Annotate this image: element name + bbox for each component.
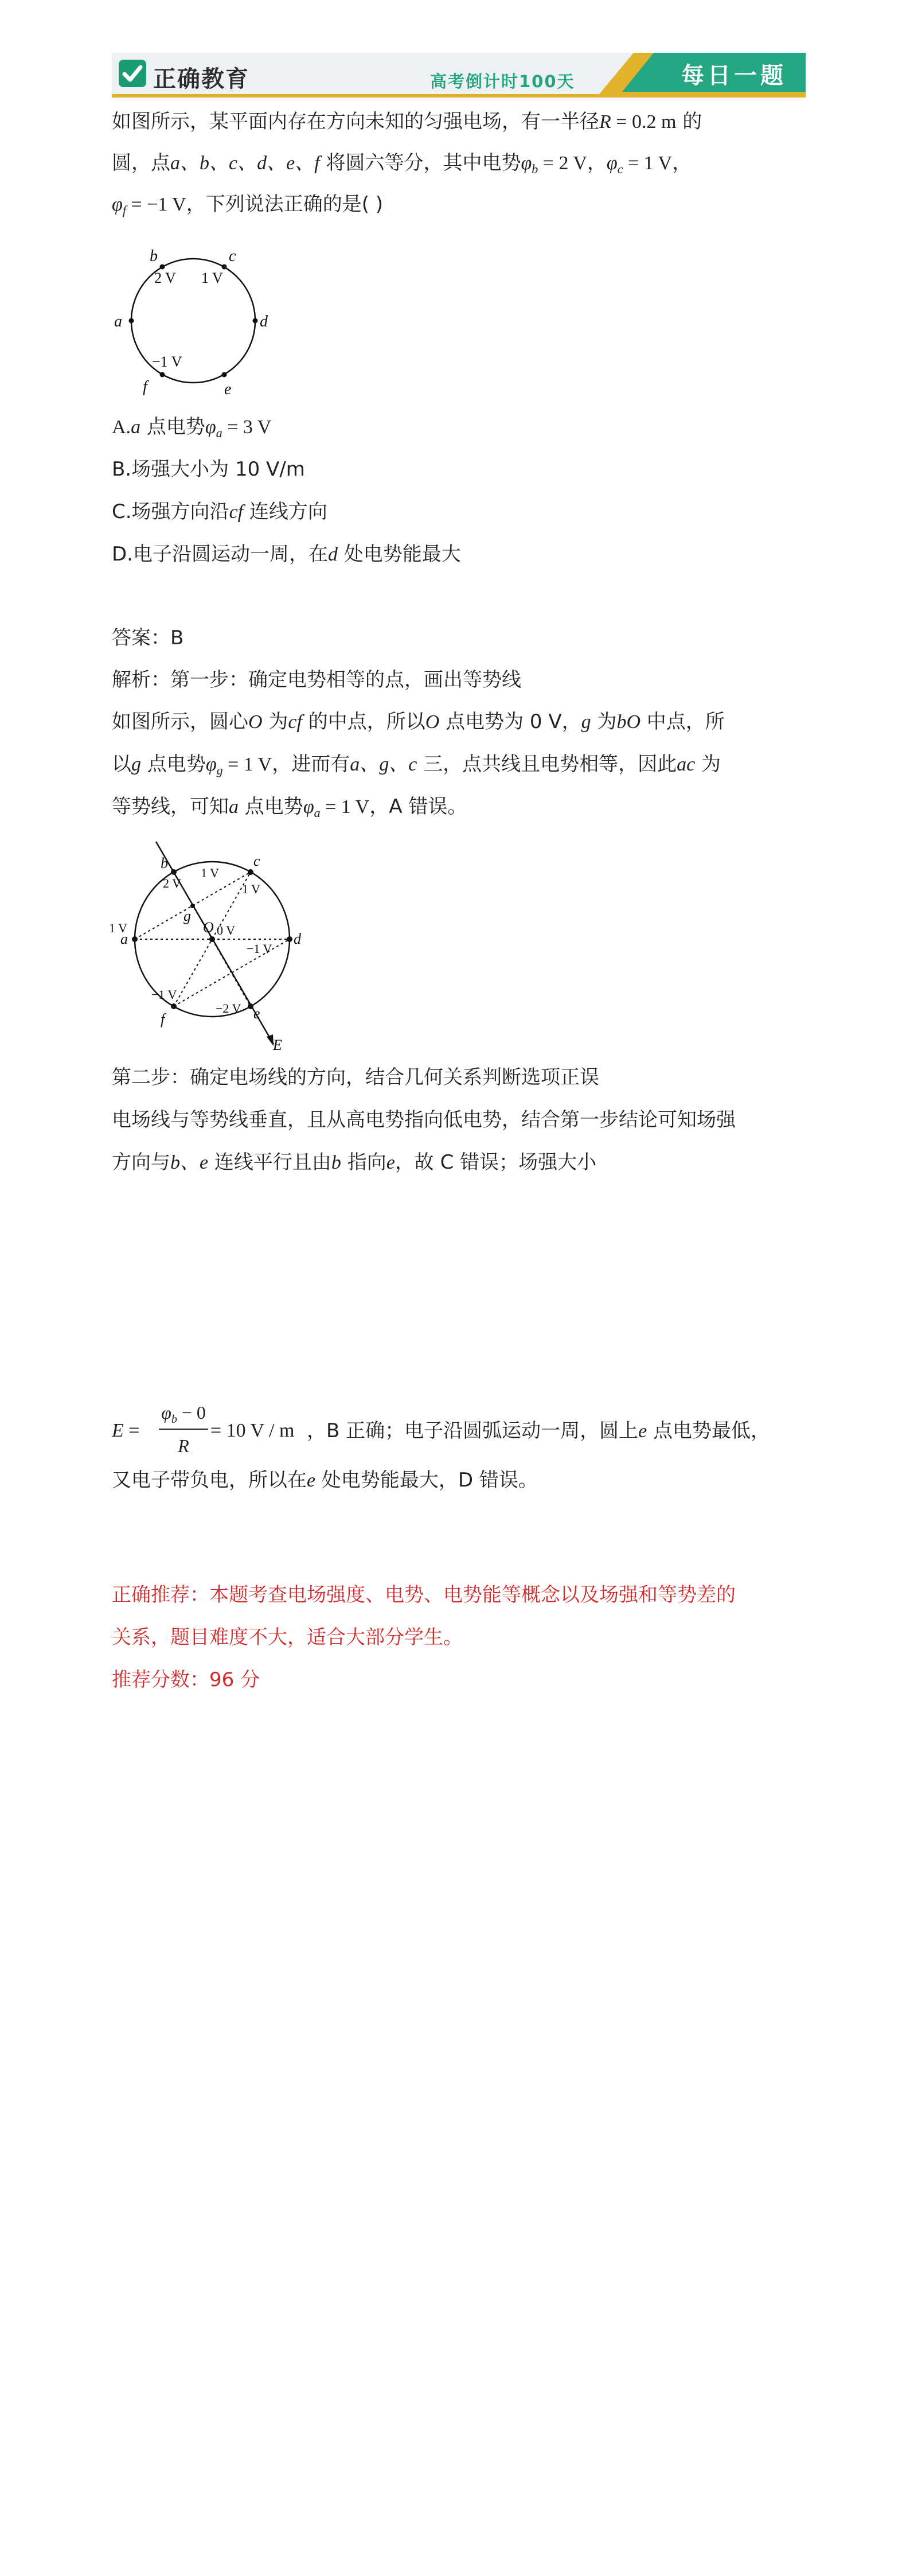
figure-1-label-a: a bbox=[114, 313, 122, 330]
figure-2-point-e bbox=[248, 1003, 253, 1009]
figure-1-point-b bbox=[160, 264, 165, 270]
formula-numerator: $\varphi_b - 0$ bbox=[161, 1402, 206, 1426]
figure-1-point-d bbox=[253, 318, 258, 324]
figure-2-point-O bbox=[209, 936, 215, 942]
formula-tail: ，B 正确；电子沿圆弧运动一周，圆上e 点电势最低， bbox=[307, 1419, 771, 1442]
checkmark-icon bbox=[119, 60, 146, 87]
figure-2-value-c: 1 V bbox=[242, 882, 260, 896]
question-line-3: $\varphi_f = -1$ V，下列说法正确的是( ) bbox=[112, 193, 384, 217]
figure-2-value-a: 1 V bbox=[109, 921, 127, 935]
figure-1-point-e bbox=[222, 372, 227, 378]
header-underline bbox=[112, 94, 806, 98]
analysis-line-1: 如图所示，圆心O 为cf 的中点，所以O 点电势为 0 V，g 为bO 中点，所 bbox=[112, 710, 725, 733]
figure-2-point-g bbox=[190, 904, 195, 908]
figure-2-label-d: d bbox=[294, 931, 301, 947]
figure-2-field-diagram bbox=[103, 840, 315, 1053]
figure-2-label-c: c bbox=[253, 853, 260, 869]
figure-1-label-d: d bbox=[260, 313, 268, 330]
figure-2-value-O: 0 V bbox=[217, 923, 235, 937]
formula-denominator: R bbox=[178, 1435, 189, 1456]
recommend-score: 推荐分数：96 分 bbox=[112, 1668, 260, 1691]
figure-2-label-e: e bbox=[253, 1005, 260, 1022]
figure-1-point-a bbox=[129, 318, 134, 324]
figure-2-point-b bbox=[171, 869, 177, 875]
analysis-step-2-title: 第二步：确定电场线的方向，结合几何关系判断选项正误 bbox=[112, 1066, 599, 1089]
figure-2-label-E: E bbox=[273, 1037, 282, 1053]
option-d: D.电子沿圆运动一周，在d 处电势能最大 bbox=[112, 543, 461, 566]
figure-1-label-c: c bbox=[229, 247, 236, 265]
figure-2-value-f: −1 V bbox=[151, 987, 177, 1002]
countdown-text: 高考倒计时100天 bbox=[430, 72, 575, 91]
question-line-2: 圆，点a、b、c、d、e、f 将圆六等分，其中电势$\varphi_b = 2$ V，$\varphi_c = 1$ V， bbox=[112, 151, 692, 176]
figure-2-point-c bbox=[248, 869, 253, 875]
figure-2-value-d: −1 V bbox=[247, 941, 272, 956]
figure-1-value-c: 1 V bbox=[201, 270, 223, 286]
figure-2-point-a bbox=[132, 936, 138, 942]
answer-label: 答案：B bbox=[112, 627, 184, 649]
option-b: B.场强大小为 10 V/m bbox=[112, 458, 305, 481]
figure-1-circle-diagram bbox=[106, 244, 272, 399]
option-c: C.场强方向沿cf 连线方向 bbox=[112, 500, 327, 523]
figure-2-label-b: b bbox=[161, 855, 168, 871]
question-line-1: 如图所示，某平面内存在方向未知的匀强电场，有一半径R = 0.2 m 的 bbox=[112, 110, 702, 133]
figure-2-point-f bbox=[171, 1003, 177, 1009]
figure-1-value-f: −1 V bbox=[152, 353, 182, 370]
analysis-formula-line: E = $\varphi_b - 0$ R = 10 V / m ，B 正确；电子沿圆弧运动一周，圆上e 点电势最低， bbox=[112, 1400, 809, 1463]
figure-2-label-a: a bbox=[120, 931, 128, 947]
option-a: A.a 点电势$\varphi_a = 3$ V bbox=[112, 415, 272, 440]
formula-value: = 10 V / m bbox=[210, 1420, 295, 1441]
daily-question-badge: 每日一题 bbox=[681, 63, 787, 89]
analysis-step-1-title: 解析：第一步：确定电势相等的点，画出等势线 bbox=[112, 668, 521, 691]
figure-1-point-c bbox=[222, 264, 227, 270]
brand-title: 正确教育 bbox=[153, 66, 249, 92]
analysis-line-7: 又电子带负电，所以在e 处电势能最大，D 错误。 bbox=[112, 1469, 538, 1492]
figure-1-label-e: e bbox=[224, 380, 232, 398]
figure-2-value-g: 1 V bbox=[201, 866, 219, 880]
recommend-line-1: 正确推荐：本题考查电场强度、电势、电势能等概念以及场强和等势差的 bbox=[112, 1583, 736, 1606]
figure-2-label-g: g bbox=[183, 908, 191, 924]
recommend-line-2: 关系，题目难度不大，适合大部分学生。 bbox=[112, 1626, 463, 1649]
figure-1-value-b: 2 V bbox=[154, 270, 176, 286]
figure-1-label-b: b bbox=[150, 247, 158, 265]
figure-2-label-f: f bbox=[161, 1011, 165, 1028]
analysis-line-5: 方向与b、e 连线平行且由b 指向e，故 C 错误；场强大小 bbox=[112, 1151, 597, 1174]
figure-1-point-f bbox=[160, 372, 165, 378]
analysis-line-2: 以g 点电势$\varphi_g = 1$ V，进而有a、g、c 三，点共线且电势相等，因此ac 为 bbox=[112, 753, 721, 777]
figure-1-label-f: f bbox=[143, 378, 147, 396]
figure-2-value-e: −2 V bbox=[216, 1001, 241, 1015]
figure-2-point-d bbox=[287, 936, 292, 942]
figure-1-circle bbox=[131, 259, 255, 383]
figure-2-value-b: 2 V bbox=[163, 876, 181, 890]
analysis-line-4: 电场线与等势线垂直，且从高电势指向低电势，结合第一步结论可知场强 bbox=[112, 1108, 736, 1131]
analysis-line-3: 等势线，可知a 点电势$\varphi_a = 1$ V，A 错误。 bbox=[112, 795, 467, 820]
formula-fraction-bar bbox=[159, 1429, 208, 1430]
figure-2-label-O: O bbox=[203, 919, 214, 936]
header-banner bbox=[112, 53, 806, 98]
formula-E: E bbox=[112, 1420, 124, 1441]
